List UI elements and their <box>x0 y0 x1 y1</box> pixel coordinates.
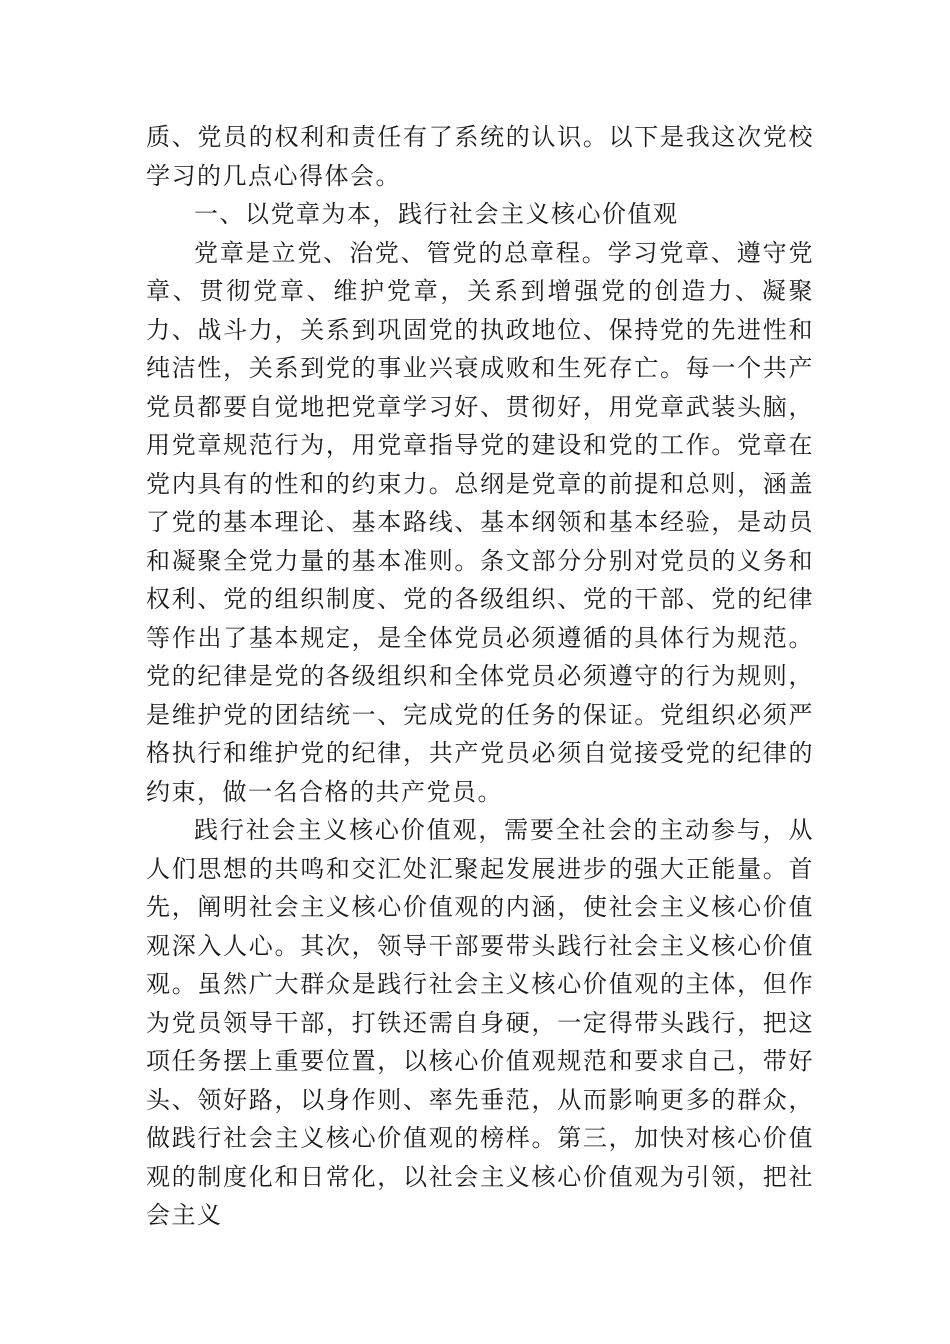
section-heading: 一、以党章为本，践行社会主义核心价值观 <box>194 200 679 228</box>
paragraph-core-values: 践行社会主义核心价值观，需要全社会的主动参与，从人们思想的共鸣和交汇处汇聚起发展进步的强大正能量。首先，阐明社会主义核心价值观的内涵，使社会主义核心价值观深入人心。其次，领导干部要带头践行社会主义核心价值观。虽然广大群众是践行社会主义核心价值观的主体，但作为党员领导干部，打铁还需自身硬，一定得带头践行，把这项任务摆上重要位置，以核心价值观规范和要求自己，带好头、领好路，以身作则、率先垂范，从而影响更多的群众，做践行社会主义核心价值观的榜样。第三，加快对核心价值观的制度化和日常化，以社会主义核心价值观为引领，把社会主义 <box>146 816 814 1229</box>
paragraph-continuation: 质、党员的权利和责任有了系统的认识。以下是我这次党校学习的几点心得体会。 <box>146 123 814 190</box>
paragraph-party-constitution: 党章是立党、治党、管党的总章程。学习党章、遵守党章、贯彻党章、维护党章，关系到增强党的创造力、凝聚力、战斗力，关系到巩固党的执政地位、保持党的先进性和纯洁性，关系到党的事业兴衰成败和生死存亡。每一个共产党员都要自觉地把党章学习好、贯彻好，用党章武装头脑，用党章规范行为，用党章指导党的建设和党的工作。党章在党内具有的性和的约束力。总纲是党章的前提和总则，涵盖了党的基本理论、基本路线、基本纲领和基本经验，是动员和凝聚全党力量的基本准则。条文部分分别对党员的义务和权利、党的组织制度、党的各级组织、党的干部、党的纪律等作出了基本规定，是全体党员必须遵循的具体行为规范。党的纪律是党的各级组织和全体党员必须遵守的行为规则，是维护党的团结统一、完成党的任务的保证。党组织必须严格执行和维护党的纪律，共产党员必须自觉接受党的纪律的约束，做一名合格的共产党员。 <box>146 238 814 806</box>
document-body <box>146 118 814 1235</box>
